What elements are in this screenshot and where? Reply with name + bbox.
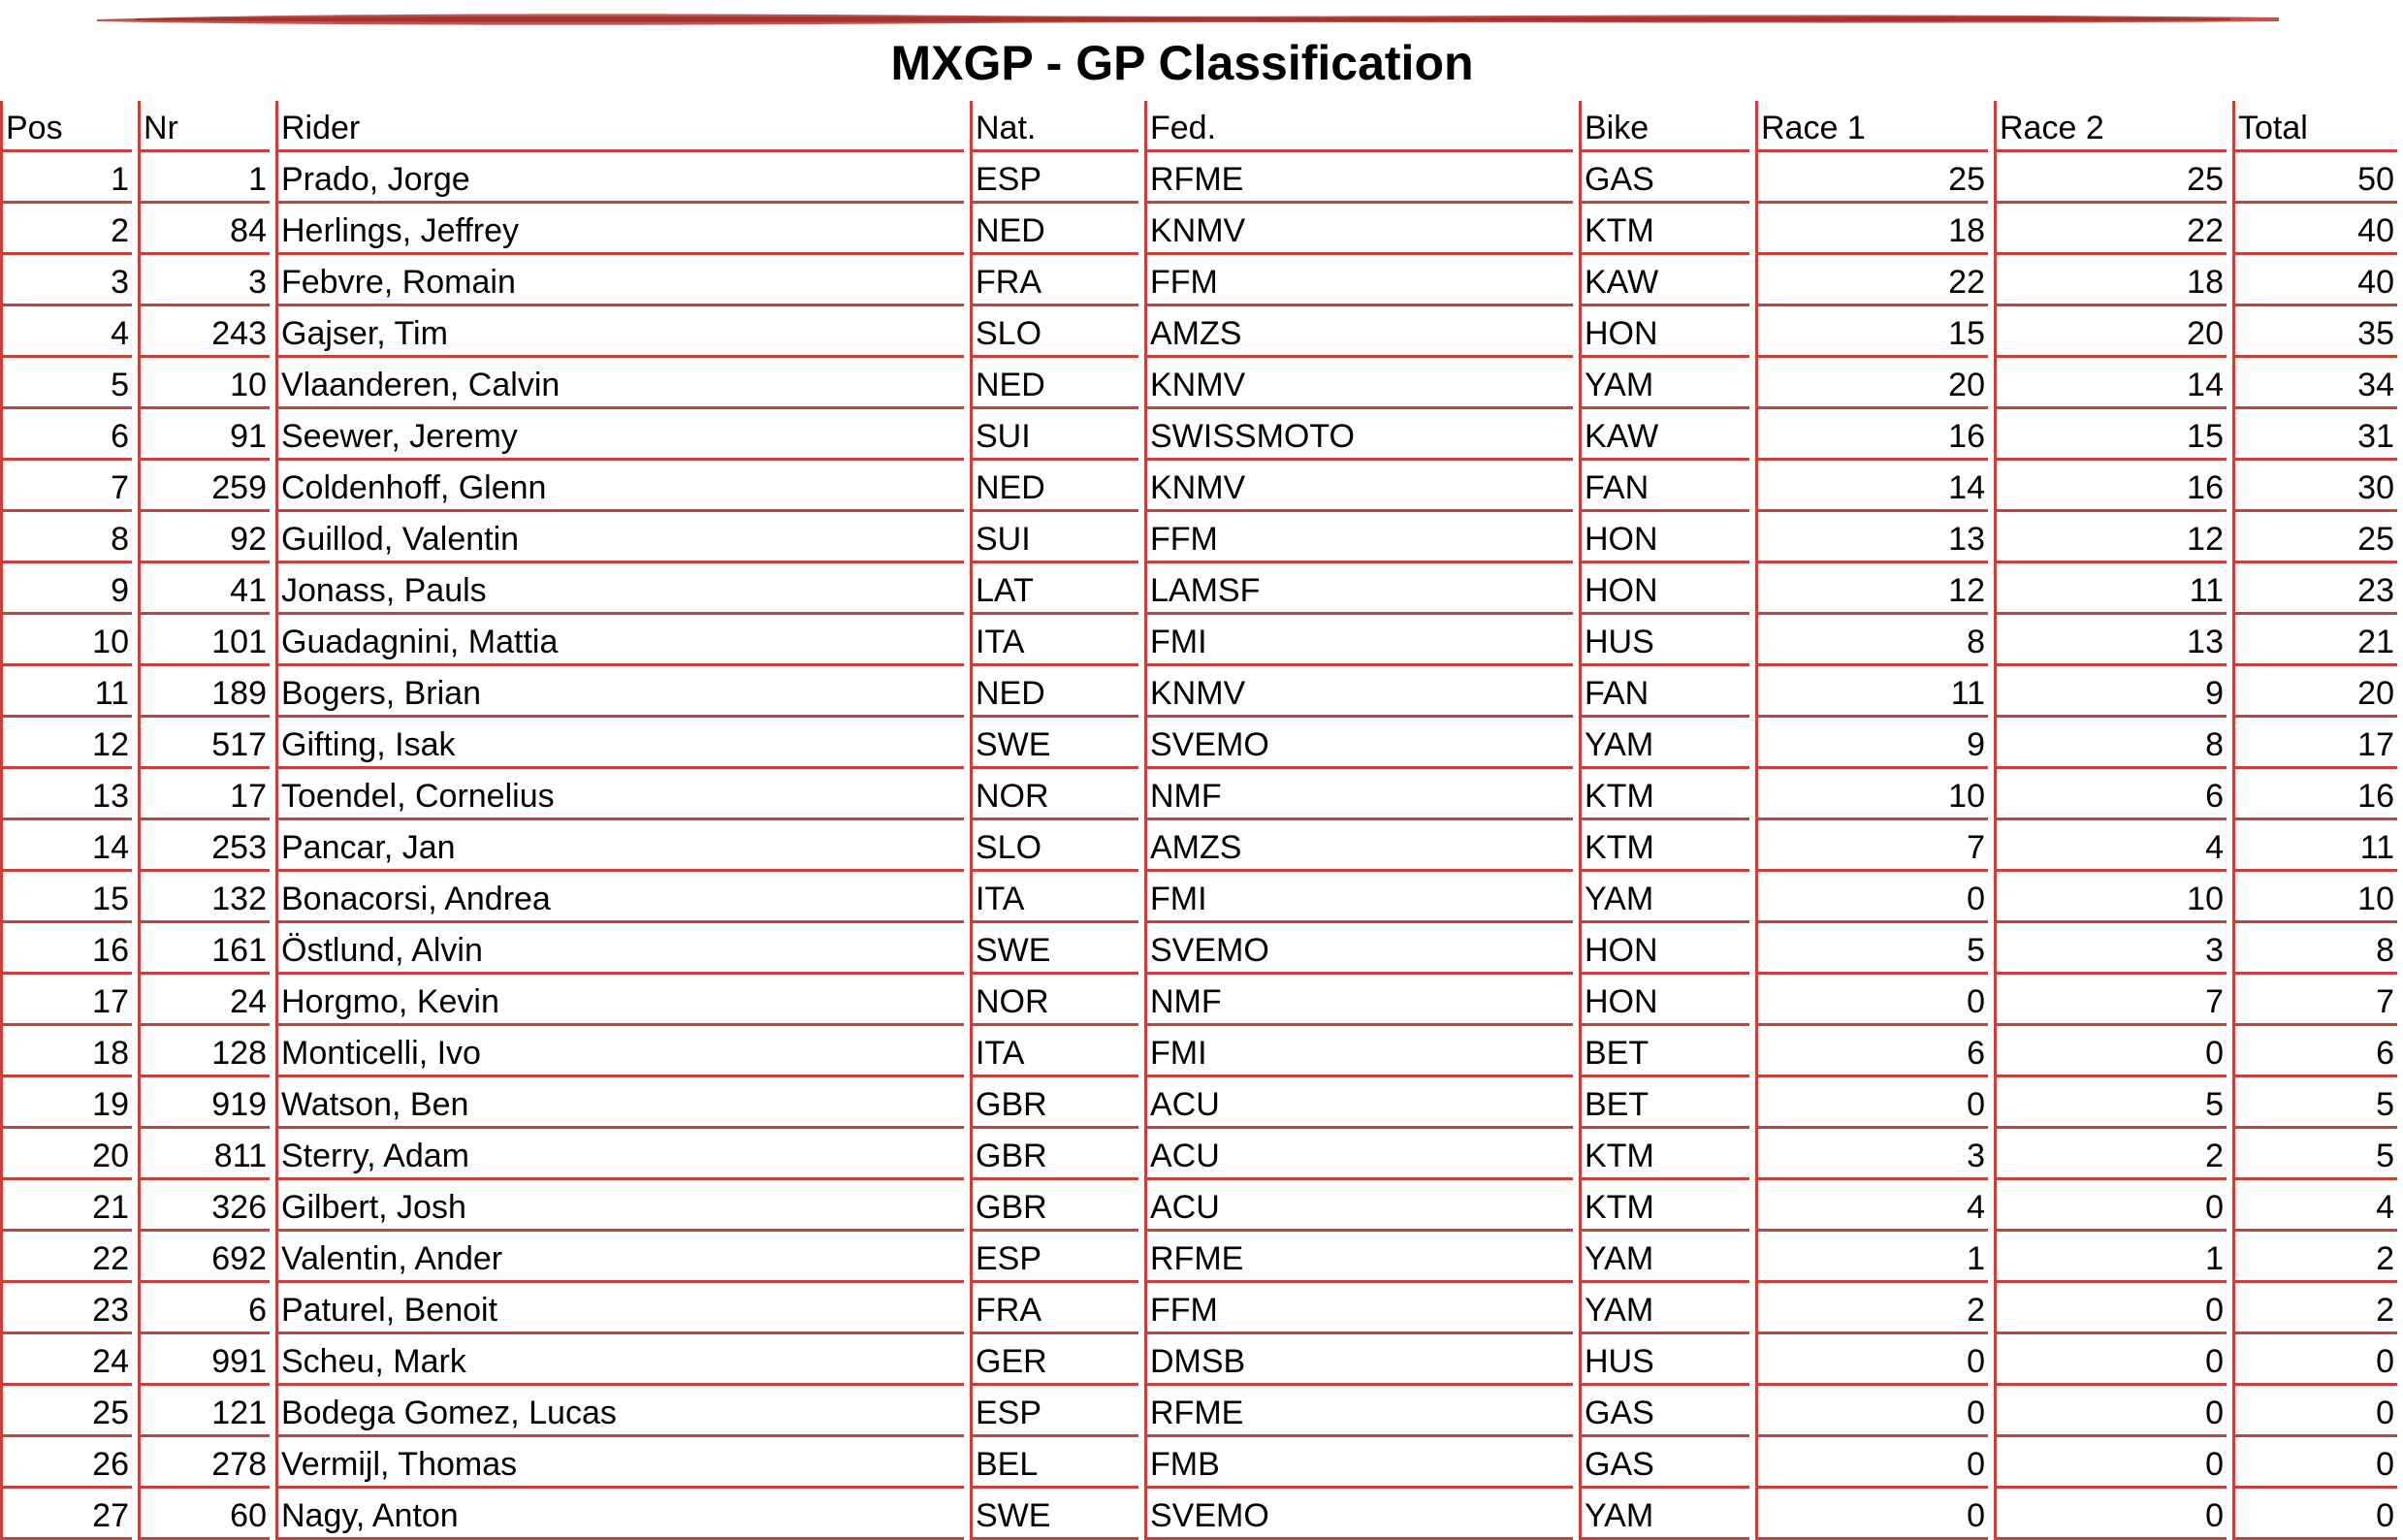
cell-nr: 121 [138, 1386, 270, 1437]
cell-race1: 0 [1755, 1077, 1988, 1129]
cell-nr: 278 [138, 1437, 270, 1489]
cell-total: 30 [2232, 461, 2397, 512]
table-row [0, 1283, 2397, 1334]
column-header-rider: Rider [275, 101, 964, 152]
header-row [0, 101, 2397, 152]
cell-race2: 20 [1994, 306, 2227, 358]
cell-rider: Nagy, Anton [275, 1489, 964, 1540]
cell-nat: NED [970, 204, 1138, 255]
cell-bike: HON [1579, 975, 1749, 1026]
cell-nr: 991 [138, 1334, 270, 1386]
column-header-fed: Fed. [1144, 101, 1573, 152]
cell-rider: Herlings, Jeffrey [275, 204, 964, 255]
cell-race1: 4 [1755, 1180, 1988, 1232]
cell-fed: KNMV [1144, 358, 1573, 409]
cell-pos: 5 [0, 358, 132, 409]
cell-nr: 919 [138, 1077, 270, 1129]
cell-total: 16 [2232, 769, 2397, 820]
cell-rider: Febvre, Romain [275, 255, 964, 306]
cell-pos: 2 [0, 204, 132, 255]
cell-race1: 8 [1755, 615, 1988, 666]
cell-nat: NED [970, 358, 1138, 409]
cell-fed: AMZS [1144, 820, 1573, 872]
table-row [0, 975, 2397, 1026]
cell-total: 5 [2232, 1129, 2397, 1180]
cell-total: 0 [2232, 1386, 2397, 1437]
table-row [0, 718, 2397, 769]
table-row [0, 1180, 2397, 1232]
cell-pos: 3 [0, 255, 132, 306]
cell-race1: 11 [1755, 666, 1988, 718]
cell-rider: Monticelli, Ivo [275, 1026, 964, 1077]
cell-nr: 84 [138, 204, 270, 255]
table-row [0, 820, 2397, 872]
cell-race2: 0 [1994, 1026, 2227, 1077]
cell-race1: 9 [1755, 718, 1988, 769]
cell-bike: YAM [1579, 358, 1749, 409]
classification-table [0, 101, 2403, 1540]
cell-fed: FMB [1144, 1437, 1573, 1489]
cell-bike: HON [1579, 512, 1749, 563]
cell-nr: 128 [138, 1026, 270, 1077]
cell-fed: RFME [1144, 152, 1573, 204]
cell-pos: 10 [0, 615, 132, 666]
cell-race2: 6 [1994, 769, 2227, 820]
cell-fed: KNMV [1144, 204, 1573, 255]
cell-fed: FMI [1144, 615, 1573, 666]
cell-race1: 18 [1755, 204, 1988, 255]
cell-pos: 24 [0, 1334, 132, 1386]
cell-nr: 60 [138, 1489, 270, 1540]
cell-nat: ESP [970, 152, 1138, 204]
table-row [0, 666, 2397, 718]
cell-bike: KTM [1579, 820, 1749, 872]
cell-nat: GBR [970, 1180, 1138, 1232]
cell-nat: SWE [970, 718, 1138, 769]
cell-nat: ITA [970, 1026, 1138, 1077]
cell-race1: 7 [1755, 820, 1988, 872]
cell-total: 25 [2232, 512, 2397, 563]
cell-fed: FMI [1144, 1026, 1573, 1077]
cell-race1: 16 [1755, 409, 1988, 461]
cell-race2: 11 [1994, 563, 2227, 615]
cell-race1: 13 [1755, 512, 1988, 563]
cell-bike: FAN [1579, 666, 1749, 718]
cell-nat: ITA [970, 615, 1138, 666]
cell-nr: 10 [138, 358, 270, 409]
cell-race2: 18 [1994, 255, 2227, 306]
cell-pos: 22 [0, 1232, 132, 1283]
table-row [0, 358, 2397, 409]
cell-bike: BET [1579, 1026, 1749, 1077]
cell-bike: YAM [1579, 872, 1749, 923]
cell-race2: 12 [1994, 512, 2227, 563]
cell-pos: 8 [0, 512, 132, 563]
column-header-nr: Nr [138, 101, 270, 152]
cell-rider: Guadagnini, Mattia [275, 615, 964, 666]
cell-race1: 14 [1755, 461, 1988, 512]
cell-rider: Guillod, Valentin [275, 512, 964, 563]
cell-rider: Bodega Gomez, Lucas [275, 1386, 964, 1437]
cell-pos: 14 [0, 820, 132, 872]
cell-nat: SUI [970, 512, 1138, 563]
cell-race1: 0 [1755, 1489, 1988, 1540]
table-row [0, 204, 2397, 255]
cell-race2: 9 [1994, 666, 2227, 718]
cell-race2: 0 [1994, 1334, 2227, 1386]
cell-fed: KNMV [1144, 461, 1573, 512]
cell-nat: GBR [970, 1077, 1138, 1129]
cell-fed: SVEMO [1144, 1489, 1573, 1540]
cell-bike: HON [1579, 563, 1749, 615]
cell-race1: 25 [1755, 152, 1988, 204]
cell-race2: 0 [1994, 1386, 2227, 1437]
cell-total: 20 [2232, 666, 2397, 718]
table-row [0, 1129, 2397, 1180]
cell-pos: 17 [0, 975, 132, 1026]
cell-nr: 101 [138, 615, 270, 666]
cell-race2: 0 [1994, 1180, 2227, 1232]
table-row [0, 306, 2397, 358]
cell-nr: 253 [138, 820, 270, 872]
table-row [0, 1232, 2397, 1283]
cell-nr: 91 [138, 409, 270, 461]
cell-race2: 14 [1994, 358, 2227, 409]
cell-race1: 12 [1755, 563, 1988, 615]
cell-nr: 692 [138, 1232, 270, 1283]
table-row [0, 255, 2397, 306]
table-row [0, 563, 2397, 615]
cell-nat: FRA [970, 1283, 1138, 1334]
table-row [0, 1077, 2397, 1129]
table-row [0, 461, 2397, 512]
page-title: MXGP - GP Classification [890, 36, 1474, 90]
cell-race2: 25 [1994, 152, 2227, 204]
cell-bike: HON [1579, 306, 1749, 358]
cell-nr: 41 [138, 563, 270, 615]
cell-rider: Vlaanderen, Calvin [275, 358, 964, 409]
cell-race2: 13 [1994, 615, 2227, 666]
table-row [0, 1437, 2397, 1489]
cell-race1: 6 [1755, 1026, 1988, 1077]
cell-rider: Valentin, Ander [275, 1232, 964, 1283]
column-header-nat: Nat. [970, 101, 1138, 152]
cell-race2: 16 [1994, 461, 2227, 512]
cell-total: 40 [2232, 255, 2397, 306]
cell-total: 31 [2232, 409, 2397, 461]
table-row [0, 769, 2397, 820]
cell-race2: 22 [1994, 204, 2227, 255]
column-header-race1: Race 1 [1755, 101, 1988, 152]
cell-fed: ACU [1144, 1129, 1573, 1180]
cell-race2: 15 [1994, 409, 2227, 461]
cell-total: 2 [2232, 1232, 2397, 1283]
cell-fed: FFM [1144, 512, 1573, 563]
cell-total: 8 [2232, 923, 2397, 975]
cell-nat: NED [970, 461, 1138, 512]
cell-bike: GAS [1579, 1437, 1749, 1489]
cell-rider: Watson, Ben [275, 1077, 964, 1129]
cell-rider: Vermijl, Thomas [275, 1437, 964, 1489]
cell-bike: YAM [1579, 1232, 1749, 1283]
cell-bike: KAW [1579, 409, 1749, 461]
column-header-total: Total [2232, 101, 2397, 152]
cell-nr: 259 [138, 461, 270, 512]
cell-fed: FFM [1144, 1283, 1573, 1334]
cell-race1: 0 [1755, 1334, 1988, 1386]
cell-pos: 4 [0, 306, 132, 358]
cell-bike: KTM [1579, 1180, 1749, 1232]
cell-total: 2 [2232, 1283, 2397, 1334]
cell-race1: 0 [1755, 1437, 1988, 1489]
cell-bike: KTM [1579, 204, 1749, 255]
cell-race2: 10 [1994, 872, 2227, 923]
cell-nat: LAT [970, 563, 1138, 615]
cell-pos: 13 [0, 769, 132, 820]
cell-nat: SWE [970, 1489, 1138, 1540]
brush-stroke-decoration [97, 8, 2279, 31]
cell-nat: SLO [970, 820, 1138, 872]
cell-total: 17 [2232, 718, 2397, 769]
cell-rider: Toendel, Cornelius [275, 769, 964, 820]
cell-rider: Prado, Jorge [275, 152, 964, 204]
cell-nat: SLO [970, 306, 1138, 358]
cell-fed: NMF [1144, 769, 1573, 820]
cell-nat: ESP [970, 1232, 1138, 1283]
cell-race1: 20 [1755, 358, 1988, 409]
cell-fed: KNMV [1144, 666, 1573, 718]
cell-race1: 5 [1755, 923, 1988, 975]
cell-nat: BEL [970, 1437, 1138, 1489]
cell-rider: Östlund, Alvin [275, 923, 964, 975]
cell-nat: NOR [970, 769, 1138, 820]
table-row [0, 1386, 2397, 1437]
cell-fed: FMI [1144, 872, 1573, 923]
cell-total: 23 [2232, 563, 2397, 615]
cell-race2: 5 [1994, 1077, 2227, 1129]
cell-total: 11 [2232, 820, 2397, 872]
cell-race2: 8 [1994, 718, 2227, 769]
cell-rider: Paturel, Benoit [275, 1283, 964, 1334]
cell-race2: 0 [1994, 1489, 2227, 1540]
cell-nat: NED [970, 666, 1138, 718]
cell-nat: GBR [970, 1129, 1138, 1180]
cell-bike: YAM [1579, 1489, 1749, 1540]
cell-bike: HUS [1579, 1334, 1749, 1386]
cell-nat: SUI [970, 409, 1138, 461]
table-row [0, 409, 2397, 461]
cell-pos: 26 [0, 1437, 132, 1489]
cell-fed: RFME [1144, 1386, 1573, 1437]
cell-nr: 1 [138, 152, 270, 204]
cell-rider: Scheu, Mark [275, 1334, 964, 1386]
cell-nr: 811 [138, 1129, 270, 1180]
cell-rider: Bonacorsi, Andrea [275, 872, 964, 923]
cell-rider: Bogers, Brian [275, 666, 964, 718]
table-row [0, 872, 2397, 923]
cell-bike: HUS [1579, 615, 1749, 666]
cell-nat: FRA [970, 255, 1138, 306]
cell-fed: DMSB [1144, 1334, 1573, 1386]
cell-nr: 6 [138, 1283, 270, 1334]
cell-fed: NMF [1144, 975, 1573, 1026]
cell-race1: 0 [1755, 872, 1988, 923]
cell-bike: HON [1579, 923, 1749, 975]
cell-bike: YAM [1579, 1283, 1749, 1334]
cell-pos: 16 [0, 923, 132, 975]
cell-nr: 189 [138, 666, 270, 718]
cell-total: 6 [2232, 1026, 2397, 1077]
cell-fed: SVEMO [1144, 718, 1573, 769]
cell-bike: KAW [1579, 255, 1749, 306]
cell-pos: 1 [0, 152, 132, 204]
cell-pos: 21 [0, 1180, 132, 1232]
cell-nr: 17 [138, 769, 270, 820]
cell-nr: 243 [138, 306, 270, 358]
cell-fed: AMZS [1144, 306, 1573, 358]
cell-total: 50 [2232, 152, 2397, 204]
cell-nr: 3 [138, 255, 270, 306]
cell-race2: 7 [1994, 975, 2227, 1026]
cell-pos: 6 [0, 409, 132, 461]
cell-race2: 4 [1994, 820, 2227, 872]
cell-pos: 12 [0, 718, 132, 769]
cell-rider: Gilbert, Josh [275, 1180, 964, 1232]
table-row [0, 152, 2397, 204]
cell-race1: 2 [1755, 1283, 1988, 1334]
cell-fed: ACU [1144, 1180, 1573, 1232]
cell-rider: Seewer, Jeremy [275, 409, 964, 461]
column-header-pos: Pos [0, 101, 132, 152]
cell-nr: 132 [138, 872, 270, 923]
cell-pos: 19 [0, 1077, 132, 1129]
cell-fed: SWISSMOTO [1144, 409, 1573, 461]
cell-total: 35 [2232, 306, 2397, 358]
cell-pos: 20 [0, 1129, 132, 1180]
cell-rider: Coldenhoff, Glenn [275, 461, 964, 512]
cell-bike: FAN [1579, 461, 1749, 512]
cell-pos: 23 [0, 1283, 132, 1334]
cell-nr: 161 [138, 923, 270, 975]
cell-total: 7 [2232, 975, 2397, 1026]
column-header-bike: Bike [1579, 101, 1749, 152]
cell-race1: 10 [1755, 769, 1988, 820]
cell-pos: 11 [0, 666, 132, 718]
cell-rider: Gajser, Tim [275, 306, 964, 358]
cell-fed: SVEMO [1144, 923, 1573, 975]
table-row [0, 1026, 2397, 1077]
cell-rider: Pancar, Jan [275, 820, 964, 872]
cell-rider: Gifting, Isak [275, 718, 964, 769]
cell-fed: LAMSF [1144, 563, 1573, 615]
table-row [0, 1489, 2397, 1540]
cell-pos: 27 [0, 1489, 132, 1540]
cell-total: 0 [2232, 1437, 2397, 1489]
cell-bike: YAM [1579, 718, 1749, 769]
table-row [0, 923, 2397, 975]
cell-bike: KTM [1579, 769, 1749, 820]
table-row [0, 512, 2397, 563]
cell-pos: 9 [0, 563, 132, 615]
cell-pos: 18 [0, 1026, 132, 1077]
cell-race1: 15 [1755, 306, 1988, 358]
cell-nat: NOR [970, 975, 1138, 1026]
cell-total: 34 [2232, 358, 2397, 409]
column-header-race2: Race 2 [1994, 101, 2227, 152]
cell-nr: 92 [138, 512, 270, 563]
cell-total: 40 [2232, 204, 2397, 255]
cell-race1: 3 [1755, 1129, 1988, 1180]
cell-race1: 0 [1755, 975, 1988, 1026]
cell-nr: 517 [138, 718, 270, 769]
cell-bike: GAS [1579, 152, 1749, 204]
table-row [0, 615, 2397, 666]
cell-race2: 3 [1994, 923, 2227, 975]
cell-fed: FFM [1144, 255, 1573, 306]
cell-nr: 326 [138, 1180, 270, 1232]
cell-race2: 1 [1994, 1232, 2227, 1283]
cell-bike: BET [1579, 1077, 1749, 1129]
cell-nat: ESP [970, 1386, 1138, 1437]
cell-total: 10 [2232, 872, 2397, 923]
cell-nat: ITA [970, 872, 1138, 923]
cell-fed: RFME [1144, 1232, 1573, 1283]
cell-bike: KTM [1579, 1129, 1749, 1180]
cell-race1: 1 [1755, 1232, 1988, 1283]
cell-pos: 15 [0, 872, 132, 923]
cell-pos: 25 [0, 1386, 132, 1437]
cell-race1: 0 [1755, 1386, 1988, 1437]
classification-rows [0, 152, 2397, 1540]
cell-nr: 24 [138, 975, 270, 1026]
cell-total: 0 [2232, 1489, 2397, 1540]
cell-nat: GER [970, 1334, 1138, 1386]
cell-total: 5 [2232, 1077, 2397, 1129]
cell-total: 21 [2232, 615, 2397, 666]
cell-rider: Sterry, Adam [275, 1129, 964, 1180]
cell-rider: Horgmo, Kevin [275, 975, 964, 1026]
cell-bike: GAS [1579, 1386, 1749, 1437]
table-row [0, 1334, 2397, 1386]
cell-race2: 2 [1994, 1129, 2227, 1180]
cell-rider: Jonass, Pauls [275, 563, 964, 615]
cell-pos: 7 [0, 461, 132, 512]
cell-race2: 0 [1994, 1283, 2227, 1334]
cell-total: 0 [2232, 1334, 2397, 1386]
cell-nat: SWE [970, 923, 1138, 975]
cell-race1: 22 [1755, 255, 1988, 306]
cell-race2: 0 [1994, 1437, 2227, 1489]
cell-fed: ACU [1144, 1077, 1573, 1129]
cell-total: 4 [2232, 1180, 2397, 1232]
